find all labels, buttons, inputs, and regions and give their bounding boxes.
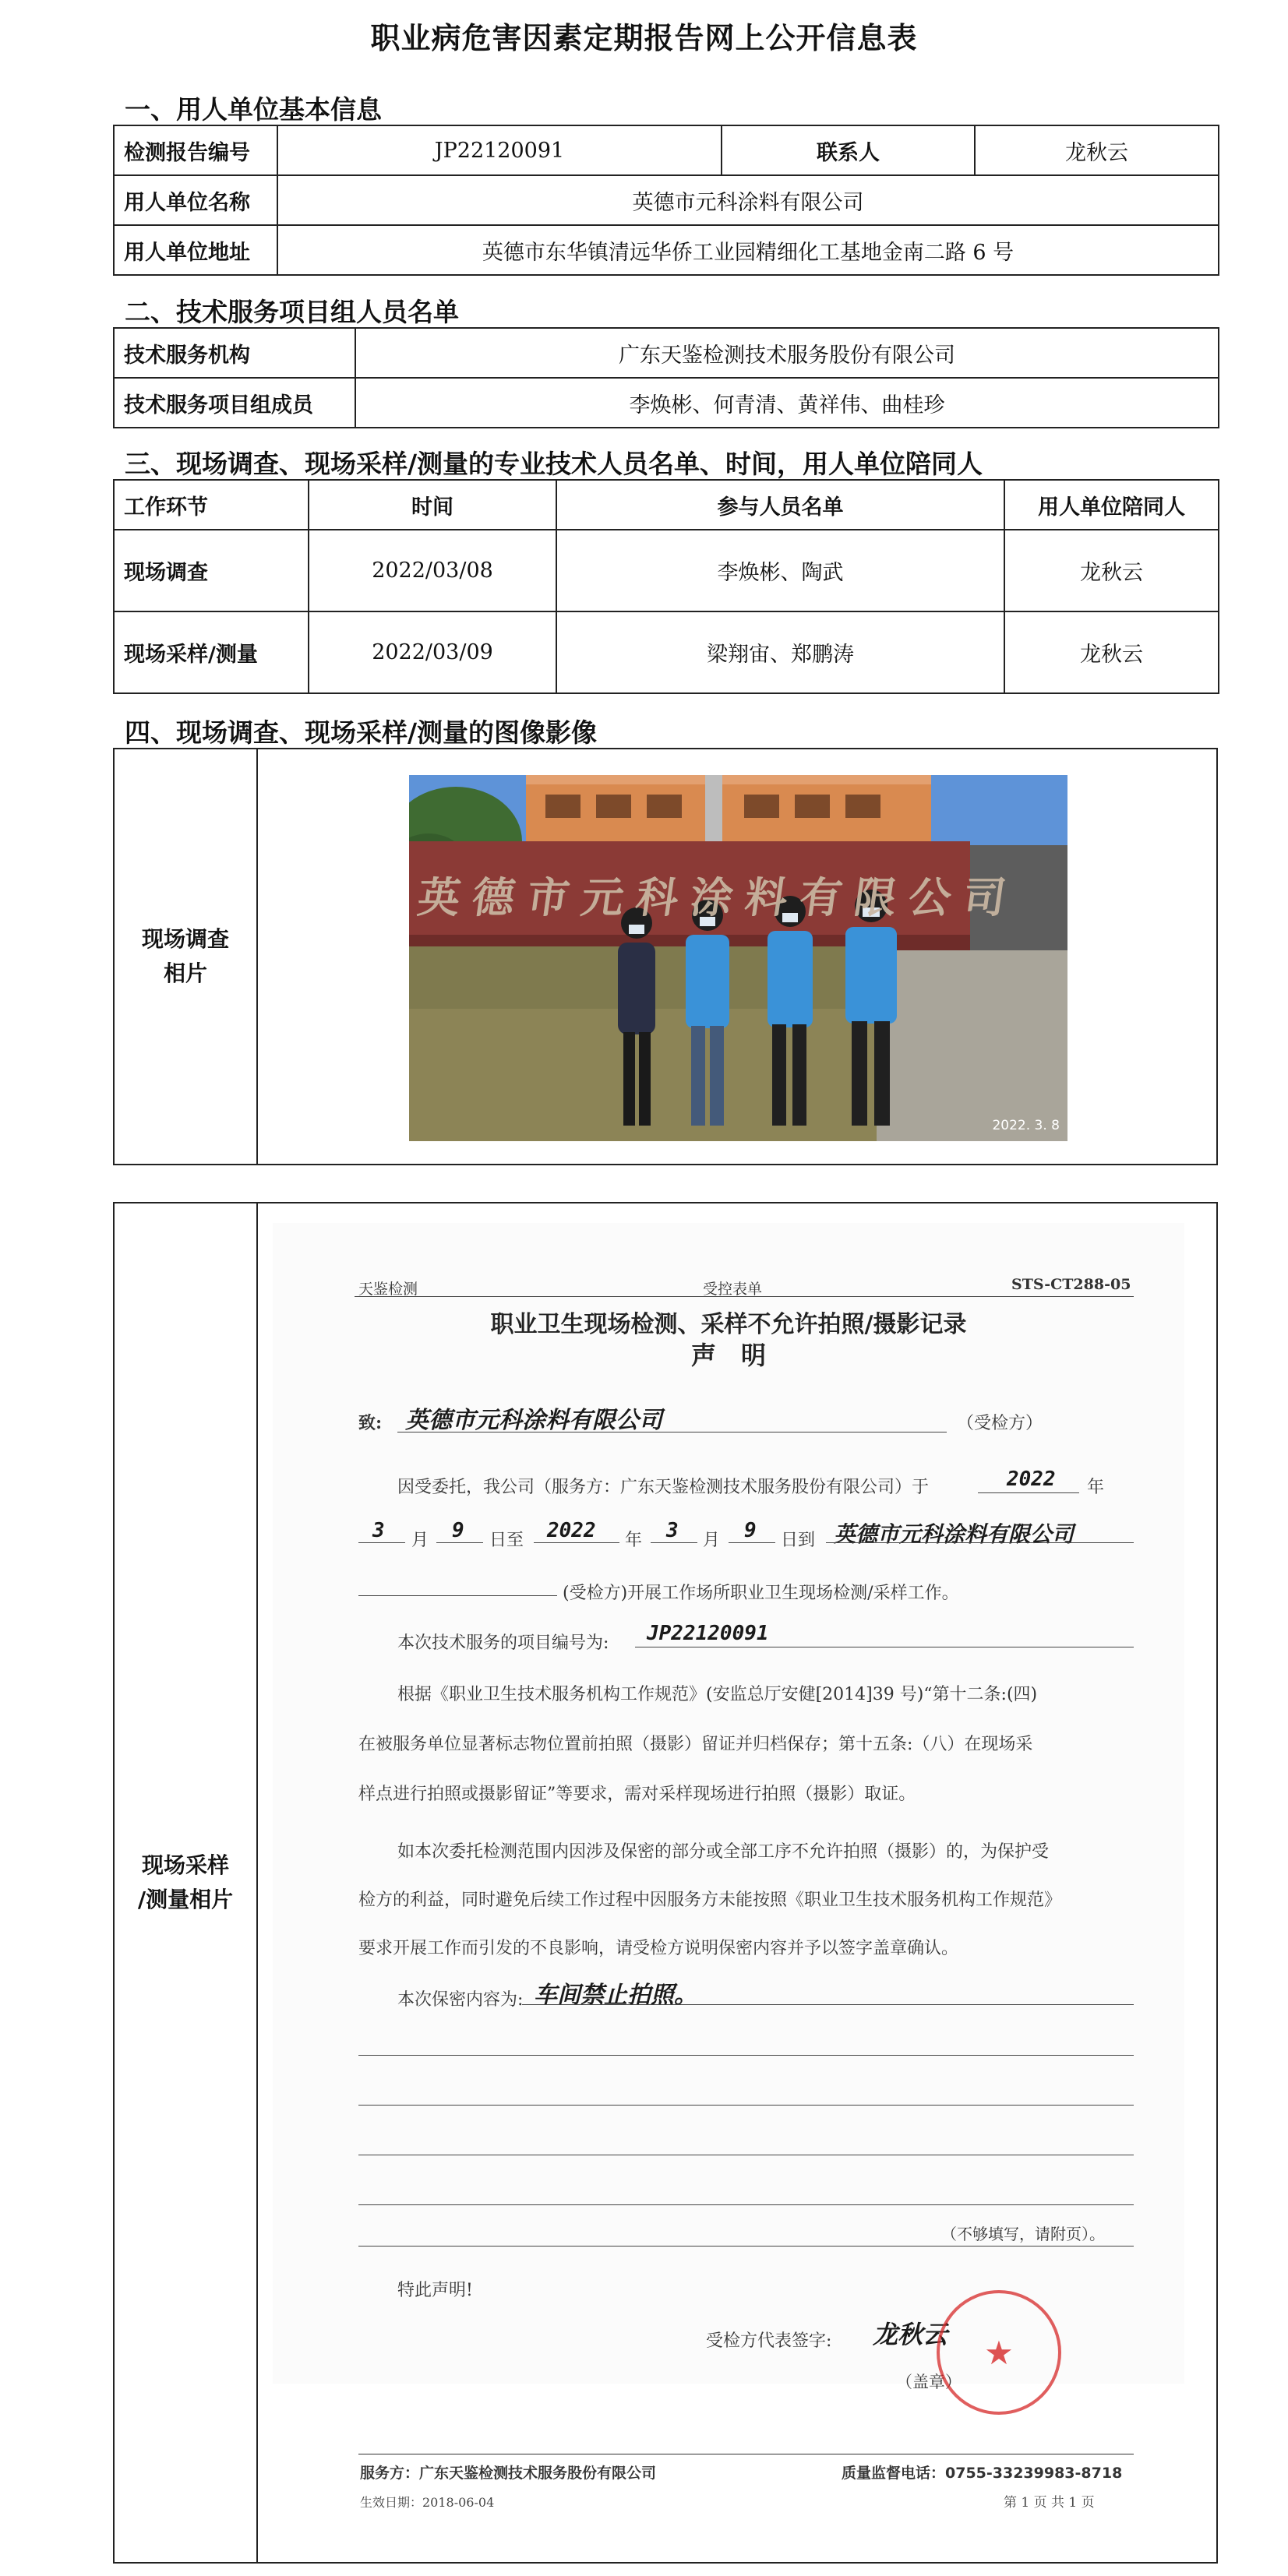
doc-header-right: STS-CT288-05 [1011, 1276, 1131, 1293]
section-4-heading: 四、现场调查、现场采样/测量的图像影像 [125, 717, 598, 748]
report-no-label: 检测报告编号 [114, 125, 277, 175]
escort-cell: 龙秋云 [1004, 611, 1219, 693]
members-value: 李焕彬、何青清、黄祥伟、曲桂珍 [355, 378, 1219, 428]
scanned-declaration [273, 1223, 1184, 2391]
para-3: 如本次委托检测范围内因涉及保密的部分或全部工序不允许拍照（摄影）的，为保护受 [397, 1842, 1050, 1862]
signature-handwritten: 龙秋云 [873, 2320, 948, 2349]
nian-2: 年 [625, 1531, 643, 1550]
nian-1: 年 [1087, 1478, 1105, 1497]
org-value: 广东天鉴检测技术服务股份有限公司 [355, 328, 1219, 378]
staff-cell: 梁翔宙、郑鹏涛 [556, 611, 1004, 693]
escort-cell: 龙秋云 [1004, 530, 1219, 611]
para-1b: (受检方)开展工作场所职业卫生现场检测/采样工作。 [563, 1584, 959, 1603]
unit-addr-value: 英德市东华镇清远华侨工业园精细化工基地金南二路 6 号 [277, 225, 1219, 275]
to-handwritten: 英德市元科涂料有限公司 [405, 1407, 662, 1434]
yue-1: 月 [411, 1531, 429, 1550]
survey-label-line2: 相片 [163, 960, 207, 986]
footer-page: 第 1 页 共 1 页 [1004, 2495, 1095, 2511]
photo-date-stamp: 2022. 3. 8 [992, 1118, 1060, 1133]
section-3-heading: 三、现场调查、现场采样/测量的专业技术人员名单、时间，用人单位陪同人 [125, 449, 983, 479]
unit-name-label: 用人单位名称 [114, 175, 277, 225]
sampling-photo-label [115, 1203, 258, 2562]
month-2: 3 [666, 1519, 679, 1542]
doc-header-mid: 受控表单 [703, 1281, 763, 1298]
basic-info-table [113, 125, 1219, 276]
unit-addr-label: 用人单位地址 [114, 225, 277, 275]
stage-cell: 现场采样/测量 [114, 611, 309, 693]
col-header-escort: 用人单位陪同人 [1004, 480, 1219, 530]
doc-title-1: 职业卫生现场检测、采样不允许拍照/摄影记录 [490, 1311, 967, 1338]
date-cell: 2022/03/09 [309, 611, 556, 693]
report-no-value: JP22120091 [277, 125, 722, 175]
sampling-label-line2: /测量相片 [137, 1887, 234, 1912]
secret-handwritten: 车间禁止拍照。 [534, 1982, 697, 2009]
table-row [114, 611, 1219, 693]
para-1a: 因受委托，我公司（服务方：广东天鉴检测技术服务股份有限公司）于 [397, 1478, 930, 1497]
contact-value: 龙秋云 [975, 125, 1219, 175]
secret-label: 本次保密内容为: [397, 1990, 524, 2010]
photo-illustration [409, 775, 1067, 1141]
day-2: 9 [744, 1519, 757, 1542]
company-seal [937, 2290, 1061, 2415]
yue-2: 月 [703, 1531, 721, 1550]
page-title: 职业病危害因素定期报告网上公开信息表 [370, 21, 918, 55]
sampling-label-line1: 现场采样 [141, 1852, 229, 1878]
para-3c: 要求开展工作而引发的不良影响，请受检方说明保密内容并予以签字盖章确认。 [358, 1939, 959, 1958]
staff-cell: 李焕彬、陶武 [556, 530, 1004, 611]
staff-schedule-table [113, 479, 1219, 694]
footer-phone: 质量监督电话：0755-33239983-8718 [842, 2465, 1123, 2482]
col-header-staff: 参与人员名单 [556, 480, 1004, 530]
ri-dao: 日到 [781, 1531, 816, 1550]
para-2c: 样点进行拍照或摄影留证”等要求，需对采样现场进行拍照（摄影）取证。 [358, 1785, 916, 1804]
photo-sign-text: 英德市元科涂料有限公司 [415, 872, 1022, 922]
seal-star-icon: ★ [984, 2334, 1014, 2372]
site-survey-photo [409, 775, 1067, 1141]
place-handwritten: 英德市元科涂料有限公司 [834, 1521, 1075, 1547]
org-label: 技术服务机构 [114, 328, 355, 378]
to-suffix: （受检方） [957, 1414, 1043, 1433]
contact-label: 联系人 [722, 125, 975, 175]
overflow-note: （不够填写，请附页）。 [941, 2225, 1105, 2243]
footer-service: 服务方：广东天鉴检测技术服务股份有限公司 [360, 2465, 657, 2482]
to-prefix: 致: [358, 1413, 383, 1433]
section-1-heading: 一、用人单位基本信息 [125, 94, 382, 125]
col-header-time: 时间 [309, 480, 556, 530]
project-no-handwritten: JP22120091 [647, 1622, 769, 1645]
year-1: 2022 [1007, 1468, 1056, 1491]
doc-title-2: 声 明 [690, 1341, 766, 1370]
unit-name-value: 英德市元科涂料有限公司 [277, 175, 1219, 225]
month-1: 3 [372, 1519, 385, 1542]
survey-photo-label [115, 749, 258, 1164]
section-2-heading: 二、技术服务项目组人员名单 [125, 297, 459, 327]
para-2: 根据《职业卫生技术服务机构工作规范》(安监总厅安健[2014]39 号)“第十二条:(四) [397, 1685, 1038, 1704]
footer-date: 生效日期：2018-06-04 [360, 2495, 495, 2510]
service-team-table [113, 327, 1219, 428]
survey-label-line1: 现场调查 [141, 926, 229, 952]
table-row [114, 530, 1219, 611]
ri-zhi: 日至 [489, 1531, 524, 1550]
signature-label: 受检方代表签字: [706, 2331, 832, 2351]
stage-cell: 现场调查 [114, 530, 309, 611]
doc-header-left: 天鉴检测 [358, 1281, 418, 1298]
para-2b: 在被服务单位显著标志物位置前拍照（摄影）留证并归档保存；第十五条:（八）在现场采 [358, 1735, 1033, 1754]
date-cell: 2022/03/08 [309, 530, 556, 611]
day-1: 9 [452, 1519, 464, 1542]
members-label: 技术服务项目组成员 [114, 378, 355, 428]
seal-label: （盖章） [896, 2373, 962, 2391]
project-no-label: 本次技术服务的项目编号为: [397, 1633, 609, 1653]
year-2: 2022 [547, 1519, 596, 1542]
para-3b: 检方的利益，同时避免后续工作过程中因服务方未能按照《职业卫生技术服务机构工作规范》 [358, 1891, 1062, 1910]
col-header-stage: 工作环节 [114, 480, 309, 530]
declaration-line: 特此声明! [397, 2281, 473, 2300]
